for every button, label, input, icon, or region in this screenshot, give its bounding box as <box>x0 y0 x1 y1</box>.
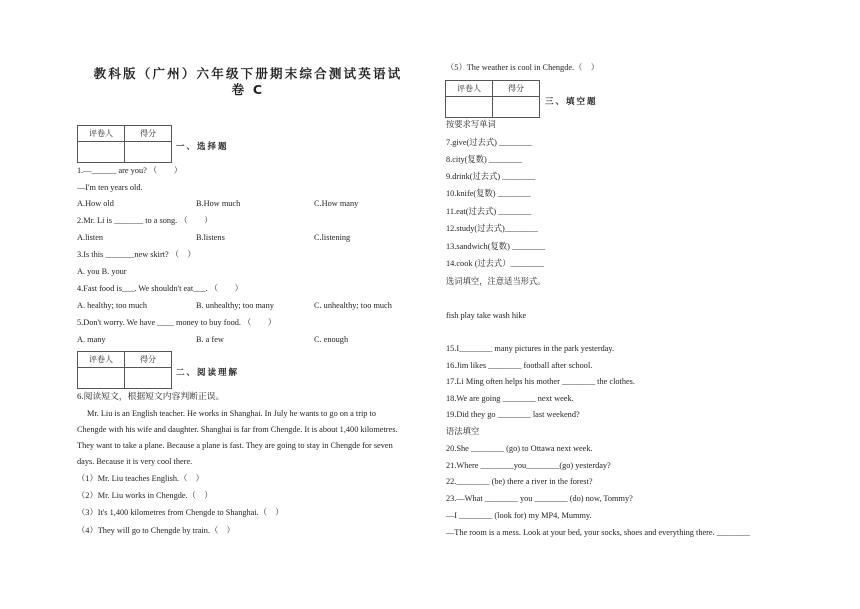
option-2a: A.listen <box>77 233 104 242</box>
score-cell[interactable] <box>493 97 540 118</box>
grader-cell[interactable] <box>78 142 125 163</box>
score-table-1 <box>77 125 172 163</box>
grammar-question-20: 20.She ________ (go) to Ottawa next week. <box>446 444 593 453</box>
choose-question-15: 15.I________ many pictures in the park yesterday. <box>446 344 615 353</box>
question-1: 1.—______ are you? （ ） <box>77 166 183 175</box>
reading-item-4: （4）They will go to Chengde by train.（ ） <box>77 526 235 535</box>
option-1a: A.How old <box>77 199 114 208</box>
word-question-8: 8.city(复数) ________ <box>446 155 523 164</box>
score-cell[interactable] <box>125 368 172 389</box>
grammar-question-21: 21.Where ________you________(go) yesterday? <box>446 461 611 470</box>
grammar-question-22: 22.________ (be) there a river in the forest? <box>446 477 593 486</box>
word-question-12: 12.study(过去式)________ <box>446 224 538 233</box>
fill-instruction-3: 语法填空 <box>446 427 480 436</box>
grader-header: 评卷人 <box>78 352 125 368</box>
reading-item-1: （1）Mr. Liu teaches English.（ ） <box>77 474 204 483</box>
score-header: 得分 <box>125 126 172 142</box>
option-5a: A. many <box>77 335 106 344</box>
choose-question-16: 16.Jim likes ________ football after school. <box>446 361 593 370</box>
reading-instruction: 6.阅读短文，根据短文内容判断正误。 <box>77 391 225 401</box>
reading-item-3: （3）It's 1,400 kilometres from Chengde to Shanghai.（ ） <box>77 508 284 517</box>
option-4b: B. unhealthy; too many <box>196 301 274 310</box>
reading-passage: Mr. Liu is an English teacher. He works in Shanghai. In July he wants to go on a trip to Chengde with his wife and daughter. Shanghai is far from Chengde. It is about 1,400 kilometres. They want to take a plane. Because a plane is fast. They are going to stay in Chengde for seven days. Because it is very cool there. <box>77 409 398 466</box>
score-header: 得分 <box>493 81 540 97</box>
word-question-7: 7.give(过去式) ________ <box>446 138 533 147</box>
section-heading-fill: 三、填空题 <box>545 97 598 107</box>
word-question-13: 13.sandwich(复数) ________ <box>446 242 546 251</box>
fill-instruction-2: 选词填空，注意适当形式。 <box>446 277 546 286</box>
question-5: 5.Don't worry. We have ____ money to buy food. （ ） <box>77 318 277 327</box>
score-header: 得分 <box>125 352 172 368</box>
reading-item-2: （2）Mr. Liu works in Chengde.（ ） <box>77 491 213 500</box>
option-3ab: A. you B. your <box>77 267 127 276</box>
score-table-3 <box>445 80 540 118</box>
grader-header: 评卷人 <box>78 126 125 142</box>
fill-instruction-1: 按要求写单词 <box>446 120 496 129</box>
option-2c: C.listening <box>314 233 351 242</box>
grammar-question-23-line3: —The room is a mess. Look at your bed, your socks, shoes and everything there. ________ <box>446 528 750 537</box>
word-bank: fish play take wash hike <box>446 311 527 320</box>
word-question-11: 11.eat(过去式) ________ <box>446 207 532 216</box>
page-title: 教科版（广州）六年级下册期末综合测试英语试 <box>93 66 403 81</box>
word-question-9: 9.drink(过去式) ________ <box>446 172 536 181</box>
option-1b: B.How much <box>196 199 241 208</box>
reading-item-5: （5）The weather is cool in Chengde.（ ） <box>446 63 599 72</box>
grammar-question-23-reply: —I ________ (look for) my MP4, Mummy. <box>446 511 592 520</box>
page-title-line2: 卷 C <box>231 82 265 97</box>
option-4a: A. healthy; too much <box>77 301 148 310</box>
grader-cell[interactable] <box>446 97 493 118</box>
question-2: 2.Mr. Li is _______ to a song. （ ） <box>77 216 213 225</box>
choose-question-19: 19.Did they go ________ last weekend? <box>446 410 580 419</box>
choose-question-18: 18.We are going ________ next week. <box>446 394 574 403</box>
word-question-14: 14.cook (过去式）________ <box>446 259 544 268</box>
grader-cell[interactable] <box>78 368 125 389</box>
grader-header: 评卷人 <box>446 81 493 97</box>
choose-question-17: 17.Li Ming often helps his mother ________ the clothes. <box>446 377 635 386</box>
question-3: 3.Is this _______new skirt? （ ） <box>77 250 196 259</box>
section-heading-reading: 二、阅读理解 <box>176 368 240 378</box>
grammar-question-23: 23.—What ________ you ________ (do) now, Tommy? <box>446 494 633 503</box>
option-5b: B. a few <box>196 335 224 344</box>
question-1-reply: —I'm ten years old. <box>77 183 143 192</box>
score-cell[interactable] <box>125 142 172 163</box>
section-heading-choice: 一、选择题 <box>176 142 229 152</box>
question-4: 4.Fast food is___. We shouldn't eat___. （ ） <box>77 284 243 293</box>
option-5c: C. enough <box>314 335 349 344</box>
option-2b: B.listens <box>196 233 225 242</box>
option-4c: C. unhealthy; too much <box>314 301 392 310</box>
score-table-2 <box>77 351 172 389</box>
option-1c: C.How many <box>314 199 359 208</box>
word-question-10: 10.knife(复数) ________ <box>446 189 531 198</box>
